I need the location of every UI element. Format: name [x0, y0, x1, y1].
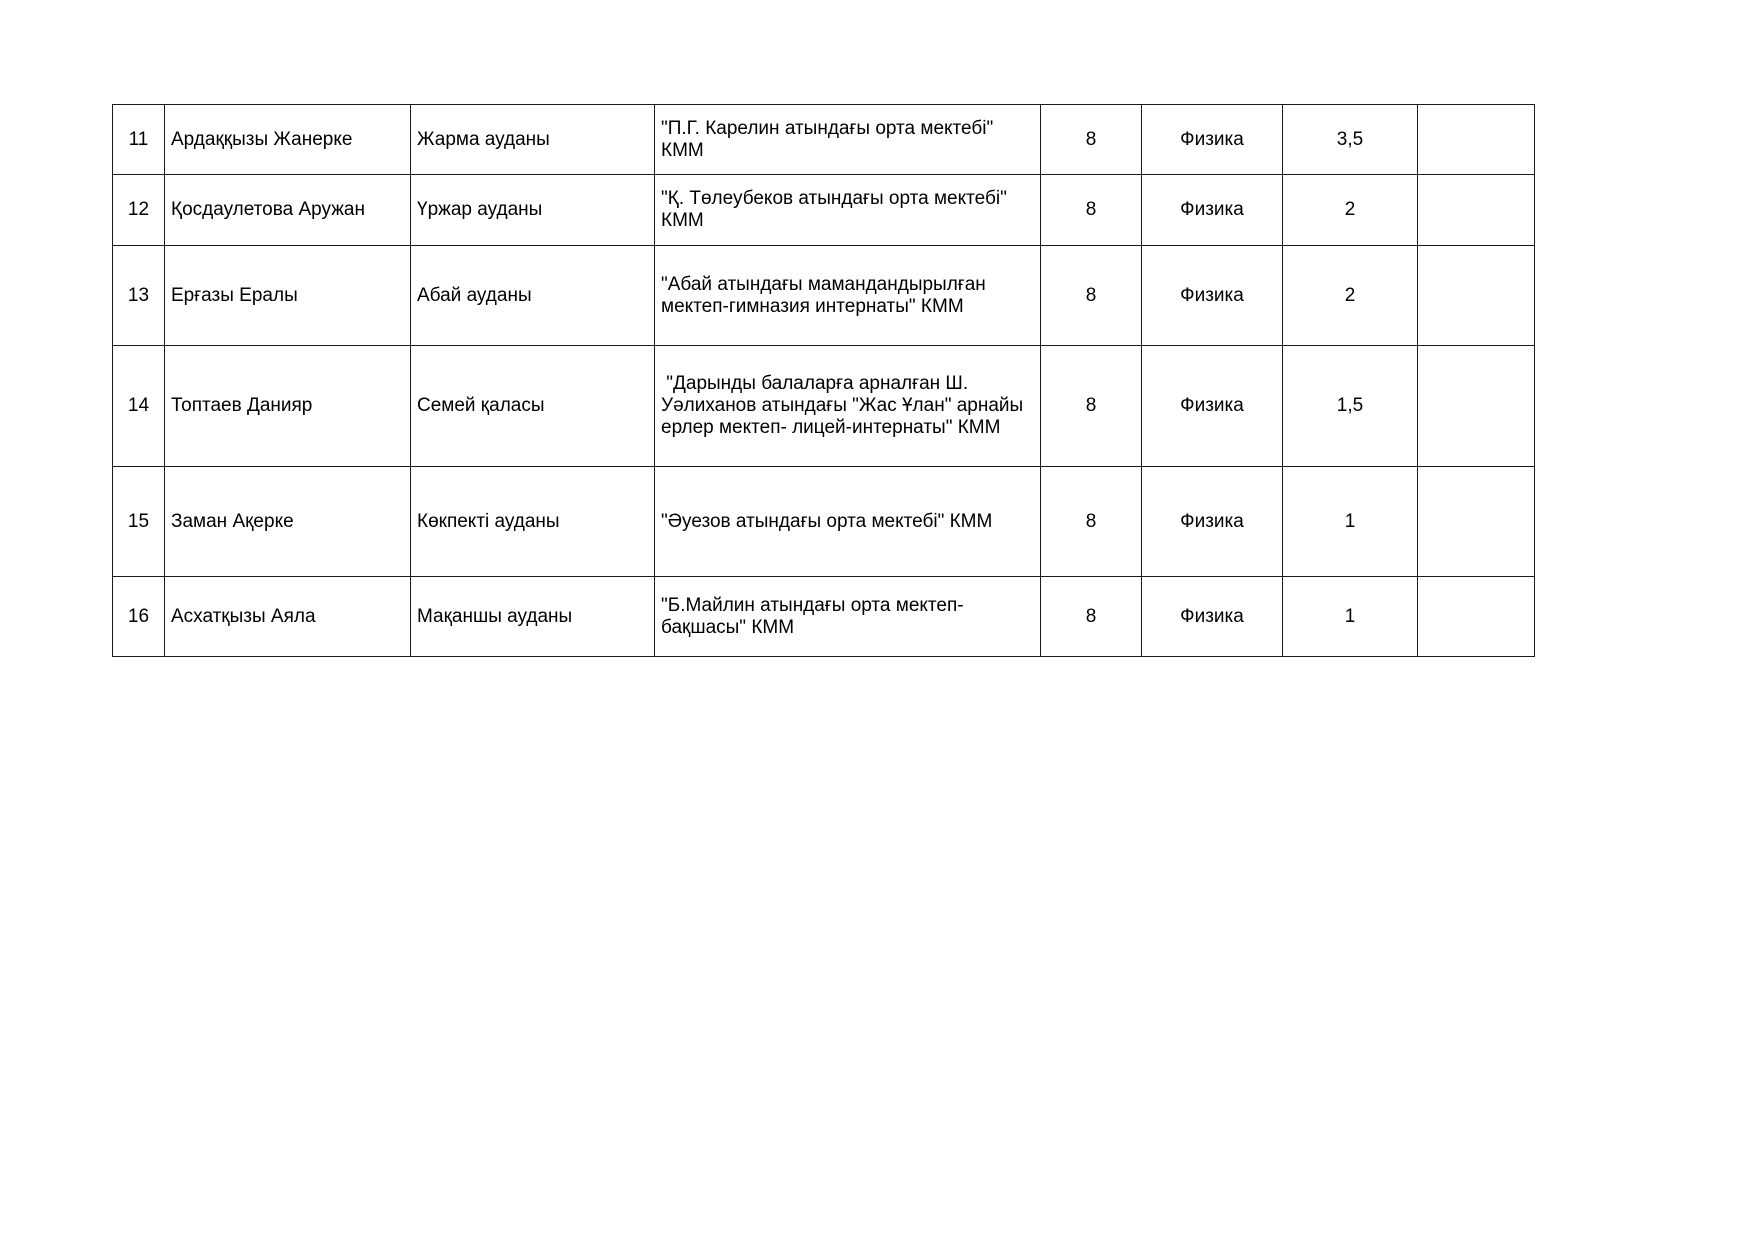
student-name: Топтаев Данияр	[165, 346, 411, 467]
score: 3,5	[1283, 105, 1418, 175]
table-row	[113, 105, 1535, 175]
row-number: 12	[113, 175, 165, 246]
school: "Б.Майлин атындағы орта мектеп-бақшасы" КММ	[655, 577, 1041, 657]
school: "П.Г. Карелин атындағы орта мектебі" КММ	[655, 105, 1041, 175]
score: 2	[1283, 175, 1418, 246]
row-number: 16	[113, 577, 165, 657]
grade: 8	[1041, 105, 1142, 175]
note-cell	[1418, 577, 1535, 657]
grade: 8	[1041, 246, 1142, 346]
district: Үржар ауданы	[411, 175, 655, 246]
school: "Дарынды балаларға арналған Ш. Уәлиханов атындағы "Жас Ұлан" арнайы ерлер мектеп- лицей-интернаты" КММ	[655, 346, 1041, 467]
subject: Физика	[1142, 346, 1283, 467]
student-name: Ардаққызы Жанерке	[165, 105, 411, 175]
student-name: Асхатқызы Аяла	[165, 577, 411, 657]
row-number: 15	[113, 467, 165, 577]
table-row	[113, 577, 1535, 657]
school: "Әуезов атындағы орта мектебі" КММ	[655, 467, 1041, 577]
district: Көкпекті ауданы	[411, 467, 655, 577]
district: Семей қаласы	[411, 346, 655, 467]
grade: 8	[1041, 346, 1142, 467]
score: 1	[1283, 467, 1418, 577]
row-number: 14	[113, 346, 165, 467]
row-number: 11	[113, 105, 165, 175]
results-table	[112, 104, 1535, 657]
table-row	[113, 246, 1535, 346]
district: Мақаншы ауданы	[411, 577, 655, 657]
school: "Абай атындағы мамандандырылған мектеп-гимназия интернаты" КММ	[655, 246, 1041, 346]
subject: Физика	[1142, 105, 1283, 175]
grade: 8	[1041, 467, 1142, 577]
score: 1	[1283, 577, 1418, 657]
score: 1,5	[1283, 346, 1418, 467]
student-name: Ерғазы Ералы	[165, 246, 411, 346]
school: "Қ. Төлеубеков атындағы орта мектебі" КММ	[655, 175, 1041, 246]
subject: Физика	[1142, 577, 1283, 657]
district: Абай ауданы	[411, 246, 655, 346]
note-cell	[1418, 246, 1535, 346]
score: 2	[1283, 246, 1418, 346]
subject: Физика	[1142, 175, 1283, 246]
student-name: Қосдаулетова Аружан	[165, 175, 411, 246]
row-number: 13	[113, 246, 165, 346]
grade: 8	[1041, 175, 1142, 246]
student-name: Заман Ақерке	[165, 467, 411, 577]
table-row	[113, 467, 1535, 577]
grade: 8	[1041, 577, 1142, 657]
note-cell	[1418, 346, 1535, 467]
note-cell	[1418, 175, 1535, 246]
table-row	[113, 175, 1535, 246]
note-cell	[1418, 105, 1535, 175]
table-row	[113, 346, 1535, 467]
note-cell	[1418, 467, 1535, 577]
district: Жарма ауданы	[411, 105, 655, 175]
subject: Физика	[1142, 246, 1283, 346]
subject: Физика	[1142, 467, 1283, 577]
